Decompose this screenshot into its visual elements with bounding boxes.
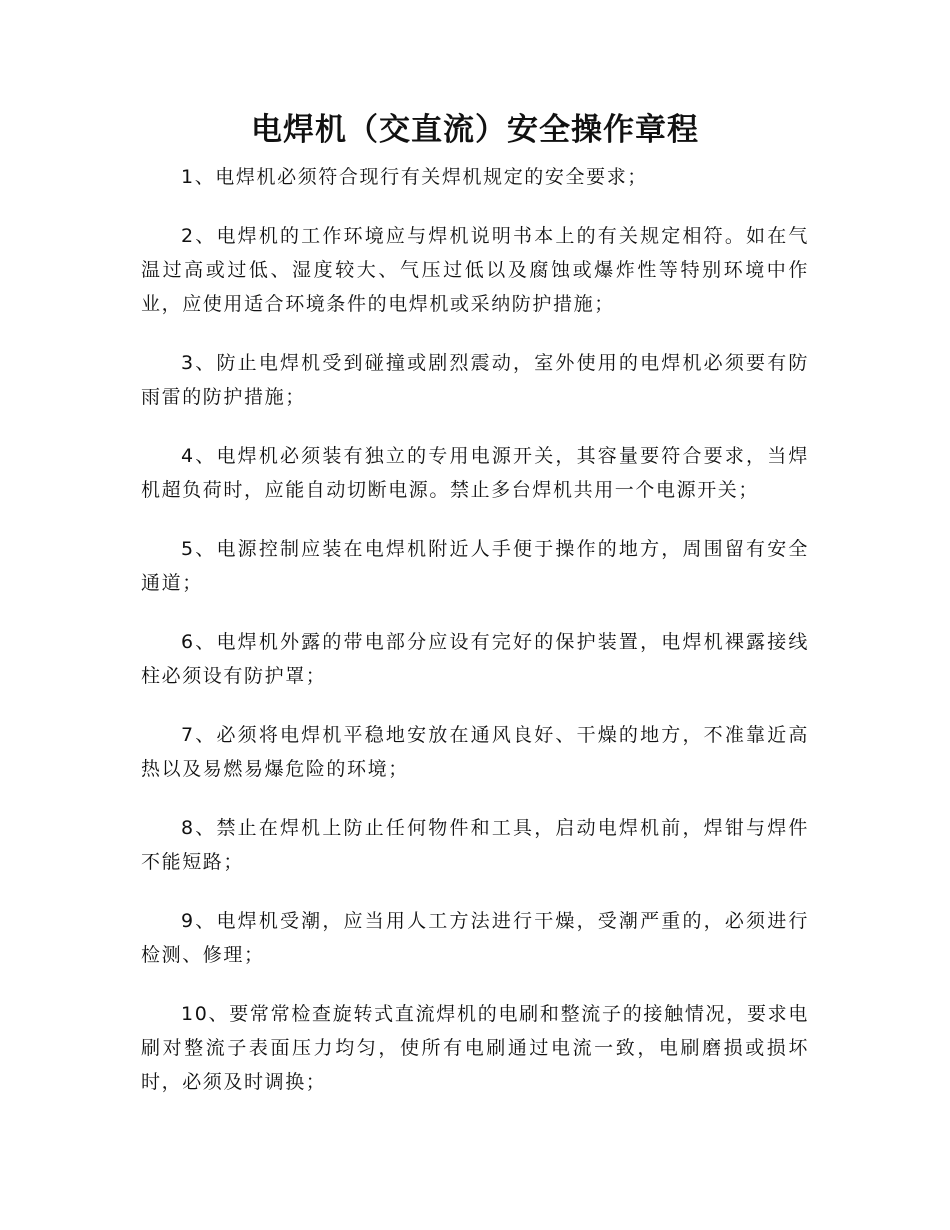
paragraph-4: 4、电焊机必须装有独立的专用电源开关，其容量要符合要求，当焊机超负荷时，应能自动切断电源。禁止多台焊机共用一个电源开关；	[141, 445, 809, 501]
paragraph-9: 9、电焊机受潮，应当用人工方法进行干燥，受潮严重的，必须进行检测、修理；	[141, 910, 809, 966]
paragraph-6: 6、电焊机外露的带电部分应设有完好的保护装置，电焊机裸露接线柱必须设有防护罩；	[141, 631, 809, 687]
paragraph-5: 5、电源控制应装在电焊机附近人手便于操作的地方，周围留有安全通道；	[141, 538, 809, 594]
document-body	[141, 160, 809, 1124]
paragraph-7: 7、必须将电焊机平稳地安放在通风良好、干燥的地方，不准靠近高热以及易燃易爆危险的环境；	[141, 724, 809, 780]
paragraph-8: 8、禁止在焊机上防止任何物件和工具，启动电焊机前，焊钳与焊件不能短路；	[141, 817, 809, 873]
page-title: 电焊机（交直流）安全操作章程	[251, 112, 699, 148]
paragraph-3: 3、防止电焊机受到碰撞或剧烈震动，室外使用的电焊机必须要有防雨雷的防护措施；	[141, 352, 809, 408]
paragraph-2: 2、电焊机的工作环境应与焊机说明书本上的有关规定相符。如在气温过高或过低、湿度较大、气压过低以及腐蚀或爆炸性等特别环境中作业，应使用适合环境条件的电焊机或采纳防护措施；	[141, 225, 809, 315]
paragraph-1: 1、电焊机必须符合现行有关焊机规定的安全要求；	[181, 166, 648, 188]
paragraph-10: 10、要常常检查旋转式直流焊机的电刷和整流子的接触情况，要求电刷对整流子表面压力均匀，使所有电刷通过电流一致，电刷磨损或损坏时，必须及时调换；	[141, 1003, 809, 1093]
